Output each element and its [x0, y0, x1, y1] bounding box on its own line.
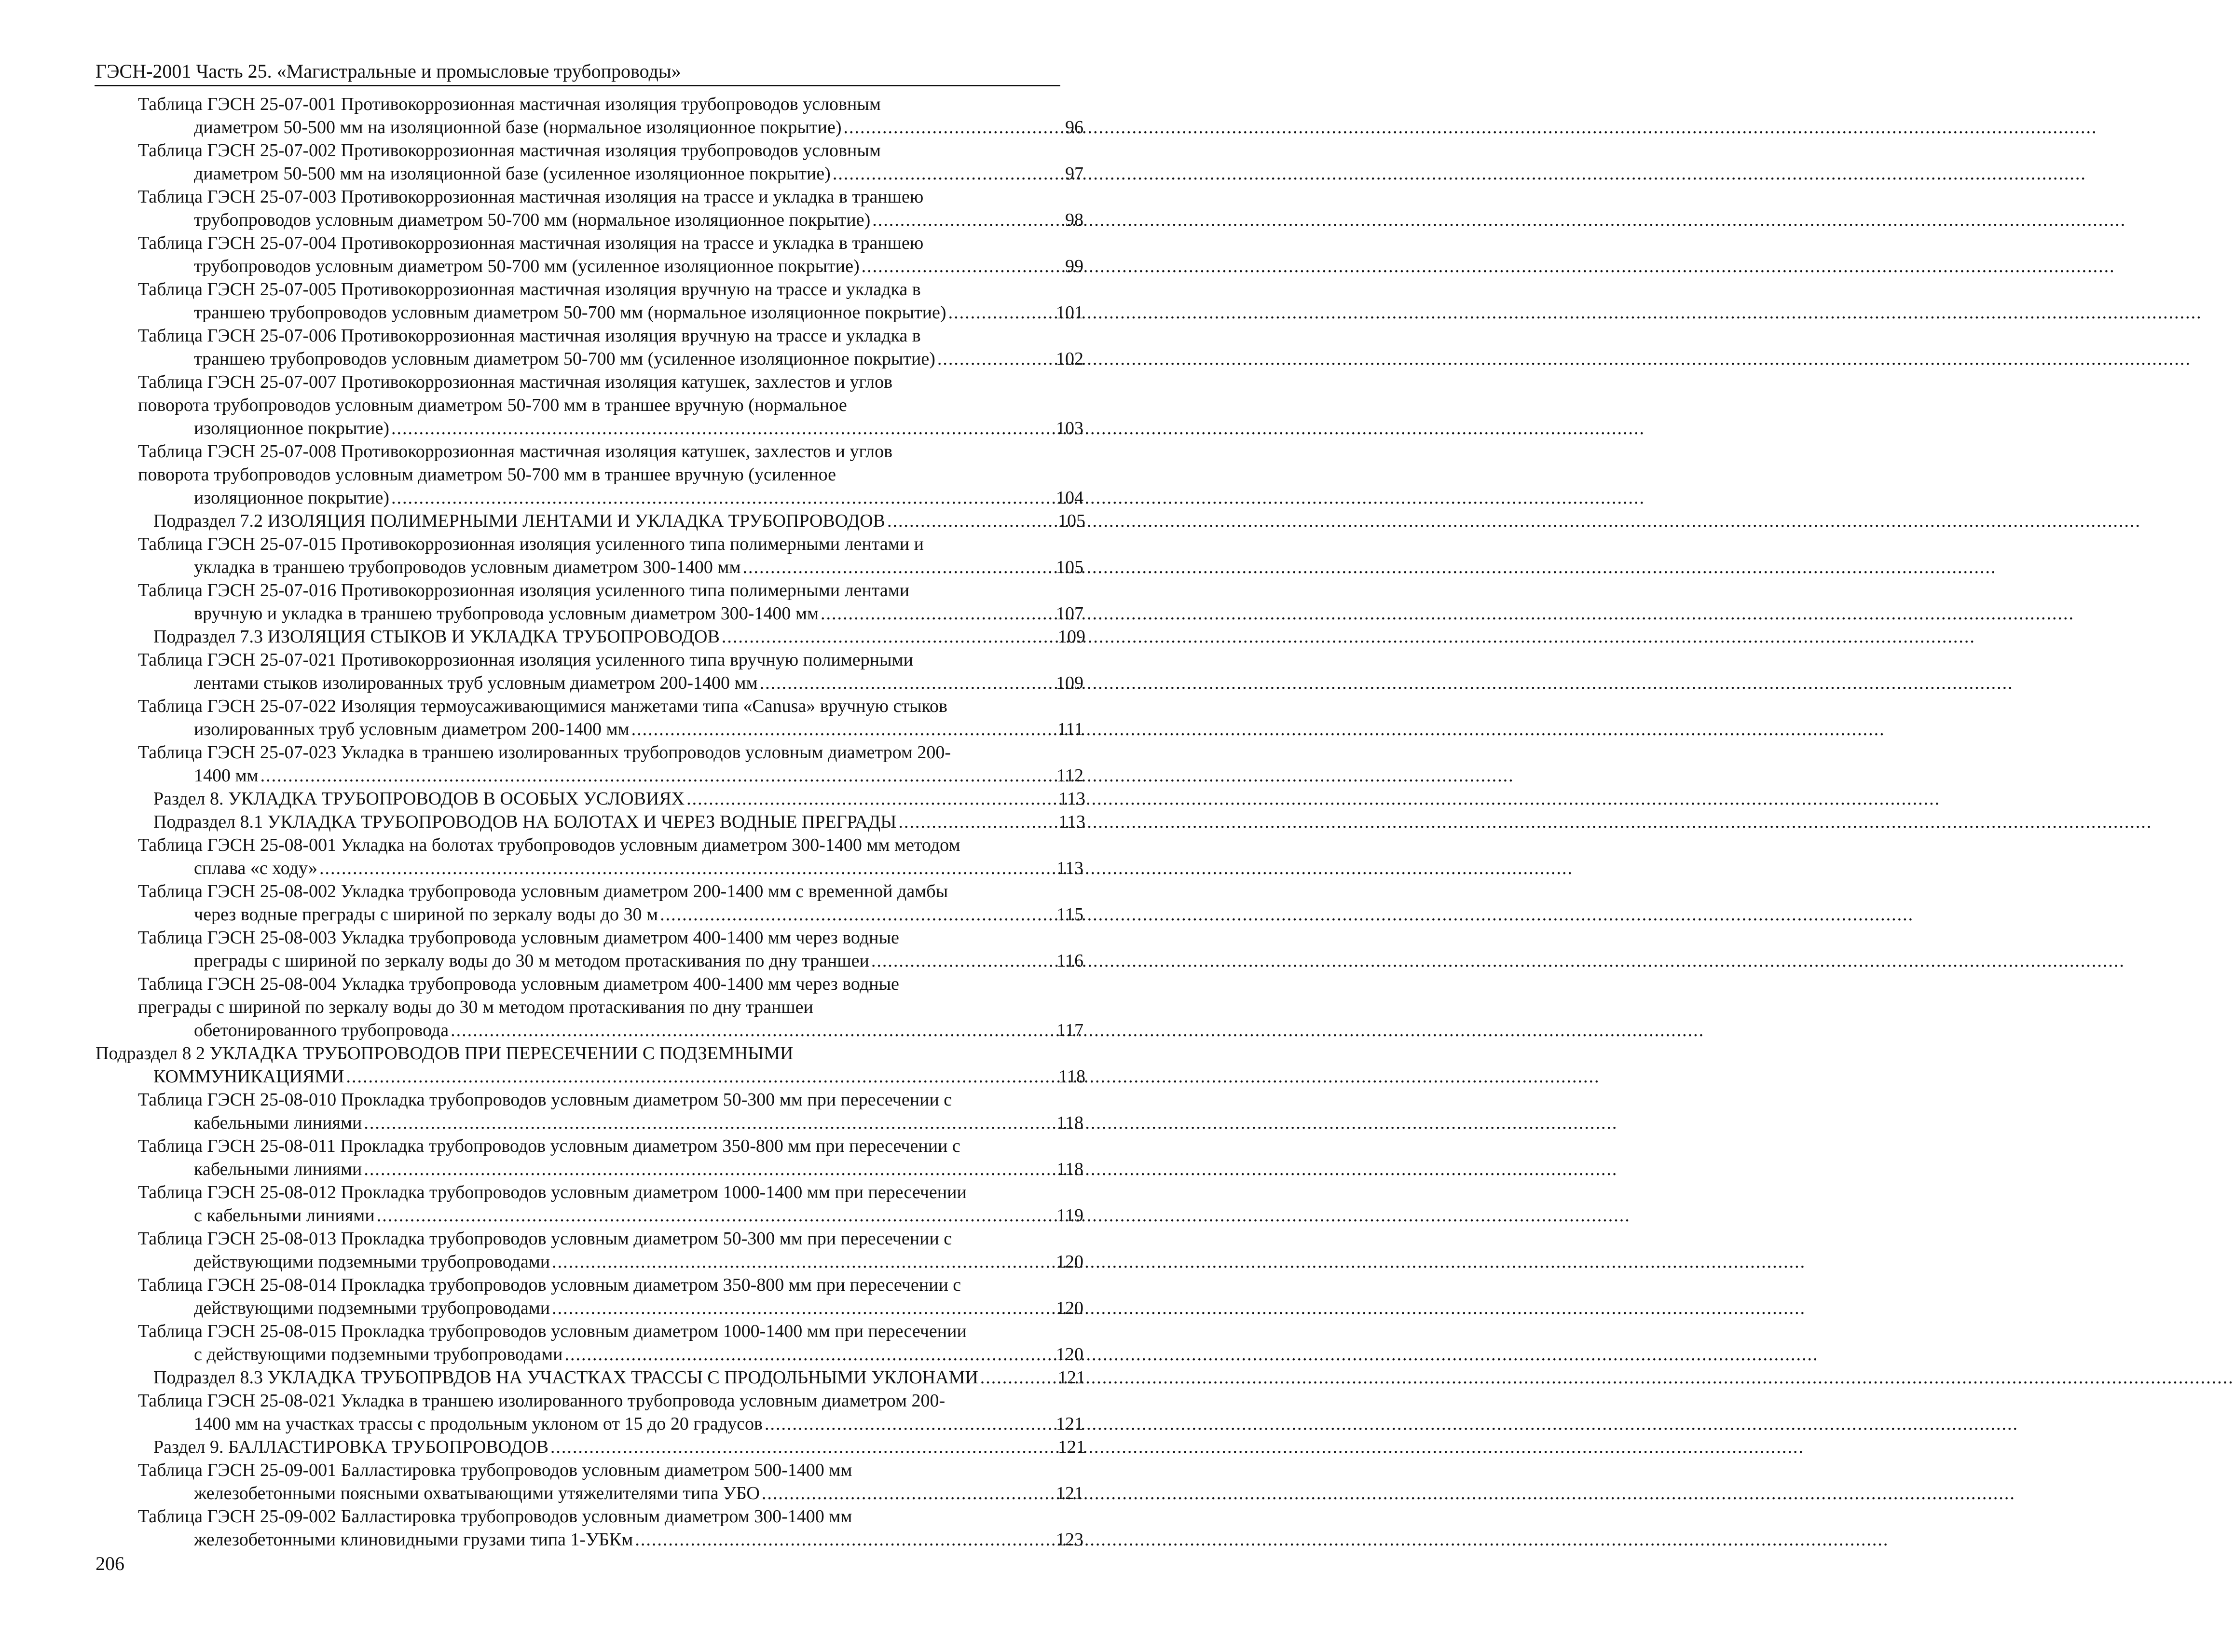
- toc-page-number: 115: [1056, 904, 1083, 925]
- toc-entry-text: Подраздел 8.1 УКЛАДКА ТРУБОПРОВОДОВ НА БОЛОТАХ И ЧЕРЕЗ ВОДНЫЕ ПРЕГРАДЫ: [153, 812, 897, 832]
- toc-entry-last-line: [153, 509, 1085, 532]
- toc-entry-text: Подраздел 7.2 ИЗОЛЯЦИЯ ПОЛИМЕРНЫМИ ЛЕНТАМИ И УКЛАДКА ТРУБОПРОВОДОВ: [153, 511, 885, 531]
- toc-entry-text: трубопроводов условным диаметром 50-700 мм (нормальное изоляционное покрытие): [194, 210, 871, 230]
- toc-entry-last-line: [153, 787, 1085, 810]
- toc-entry-text: Таблица ГЭСН 25-07-002 Противокоррозионная мастичная изоляция трубопроводов условным: [138, 140, 881, 161]
- toc-entry-text: диаметром 50-500 мм на изоляционной базе (усиленное изоляционное покрытие): [194, 164, 831, 184]
- toc-subsection-entry[interactable]: [96, 625, 1085, 648]
- toc-table-entry[interactable]: [138, 532, 1083, 579]
- toc-entry-last-line: [194, 1412, 1083, 1435]
- toc-page-number: 101: [1056, 302, 1083, 323]
- dot-leader: [762, 1482, 1054, 1505]
- toc-page-number: 103: [1056, 418, 1083, 438]
- dot-leader: [844, 116, 1063, 139]
- dot-leader: [980, 1366, 1056, 1389]
- toc-subsection-entry[interactable]: [96, 509, 1085, 532]
- dot-leader: [871, 949, 1055, 972]
- toc-page-number: 121: [1056, 1414, 1083, 1434]
- toc-entry-last-line: [194, 671, 1083, 695]
- dot-leader: [552, 1297, 1054, 1320]
- toc-entry-last-line: [153, 1435, 1085, 1459]
- toc-page-number: 105: [1058, 511, 1085, 531]
- toc-table-entry[interactable]: [138, 1227, 1083, 1273]
- toc-page-number: 99: [1065, 256, 1083, 276]
- dot-leader: [887, 509, 1056, 532]
- running-header: ГЭСН-2001 Часть 25. «Магистральные и промысловые трубопроводы»: [96, 60, 681, 82]
- toc-table-entry[interactable]: [138, 278, 1083, 324]
- dot-leader: [686, 787, 1056, 810]
- dot-leader: [821, 602, 1054, 625]
- dot-leader: [377, 1204, 1055, 1227]
- toc-entry-text: Таблица ГЭСН 25-07-001 Противокоррозионная мастичная изоляция трубопроводов условным: [138, 94, 881, 114]
- toc-entry-text: железобетонными поясными охватывающими утяжелителями типа УБО: [194, 1483, 760, 1503]
- toc-entry-last-line: [194, 347, 1083, 370]
- toc-table-entry[interactable]: [138, 324, 1083, 370]
- table-of-contents: [0, 93, 1139, 1551]
- toc-entry-last-line: [194, 602, 1083, 625]
- toc-page-number: 113: [1056, 858, 1083, 878]
- toc-entry-last-line: [194, 208, 1083, 232]
- toc-entry-last-line: [194, 1204, 1083, 1227]
- toc-page-number: 113: [1058, 789, 1085, 809]
- toc-entry-text: Таблица ГЭСН 25-08-003 Укладка трубопровода условным диаметром 400-1400 мм через водные: [138, 928, 899, 948]
- toc-entry-text: Таблица ГЭСН 25-07-008 Противокоррозионная мастичная изоляция катушек, захлестов и углов: [138, 441, 893, 462]
- toc-entry-text: Подраздел 7.3 ИЗОЛЯЦИЯ СТЫКОВ И УКЛАДКА ТРУБОПРОВОДОВ: [153, 627, 720, 647]
- toc-table-entry[interactable]: [138, 579, 1083, 625]
- toc-entry-text: 1400 мм: [194, 765, 259, 786]
- toc-entry-last-line: [194, 949, 1083, 972]
- toc-entry-text: КОММУНИКАЦИЯМИ: [153, 1066, 344, 1087]
- toc-entry-text: Таблица ГЭСН 25-08-010 Прокладка трубопроводов условным диаметром 50-300 мм при пересечении с: [138, 1090, 952, 1110]
- toc-entry-text: траншею трубопроводов условным диаметром 50-700 мм (усиленное изоляционное покрытие): [194, 349, 935, 369]
- toc-entry-last-line: [194, 486, 1083, 509]
- toc-table-entry[interactable]: [138, 1505, 1083, 1551]
- dot-leader: [635, 1528, 1054, 1551]
- toc-entry-text: изоляционное покрытие): [194, 488, 390, 508]
- toc-page-number: 102: [1056, 349, 1083, 369]
- toc-entry-last-line: [194, 162, 1083, 185]
- toc-entry-text: Таблица ГЭСН 25-08-002 Укладка трубопровода условным диаметром 200-1400 мм с временной дамбы: [138, 881, 948, 901]
- toc-table-entry[interactable]: [138, 232, 1083, 278]
- toc-page-number: 120: [1056, 1298, 1083, 1318]
- dot-leader: [631, 718, 1055, 741]
- toc-page-number: 121: [1058, 1367, 1085, 1388]
- toc-page-number: 109: [1056, 673, 1083, 693]
- toc-entry-text: Таблица ГЭСН 25-08-011 Прокладка трубопроводов условным диаметром 350-800 мм при пересечении с: [138, 1136, 960, 1156]
- toc-entry-last-line: [194, 301, 1083, 324]
- dot-leader: [550, 1435, 1056, 1459]
- toc-entry-text: обетонированного трубопровода: [194, 1020, 449, 1040]
- toc-entry-text: диаметром 50-500 мм на изоляционной базе (нормальное изоляционное покрытие): [194, 117, 842, 137]
- toc-entry-text: Таблица ГЭСН 25-07-023 Укладка в траншею изолированных трубопроводов условным диаметром 200-: [138, 742, 951, 763]
- toc-entry-last-line: [194, 556, 1083, 579]
- dot-leader: [346, 1065, 1056, 1088]
- toc-entry-text: Таблица ГЭСН 25-07-003 Противокоррозионная мастичная изоляция на трассе и укладка в траншею: [138, 187, 924, 207]
- toc-page-number: 109: [1058, 627, 1085, 647]
- toc-page-number: 116: [1056, 951, 1083, 971]
- toc-entry-text: через водные преграды с шириной по зеркалу воды до 30 м: [194, 904, 658, 925]
- toc-subsection-entry[interactable]: [96, 810, 1085, 833]
- toc-entry-last-line: [194, 1019, 1083, 1042]
- toc-table-entry[interactable]: [138, 926, 1083, 972]
- toc-entry-last-line: [194, 417, 1083, 440]
- toc-entry-text: Раздел 8. УКЛАДКА ТРУБОПРОВОДОВ В ОСОБЫХ УСЛОВИЯХ: [153, 789, 685, 809]
- toc-subsection-entry[interactable]: [96, 1042, 1085, 1088]
- toc-entry-text: Таблица ГЭСН 25-08-001 Укладка на болотах трубопроводов условным диаметром 300-1400 мм методом: [138, 835, 960, 855]
- dot-leader: [391, 486, 1054, 509]
- toc-entry-text: кабельными линиями: [194, 1113, 362, 1133]
- toc-table-entry[interactable]: [138, 440, 1083, 509]
- toc-entry-text: Таблица ГЭСН 25-07-005 Противокоррозионная мастичная изоляция вручную на трассе и укладка в: [138, 279, 921, 300]
- toc-page-number: 113: [1058, 812, 1085, 832]
- toc-page-number: 97: [1065, 164, 1083, 184]
- toc-entry-last-line: [194, 1250, 1083, 1273]
- toc-table-entry[interactable]: [138, 1459, 1083, 1505]
- toc-entry-last-line: [153, 810, 1085, 833]
- toc-entry-last-line: [153, 1366, 1085, 1389]
- toc-page-number: 118: [1058, 1066, 1085, 1087]
- dot-leader: [722, 625, 1056, 648]
- toc-page-number: 96: [1065, 117, 1083, 137]
- dot-leader: [260, 764, 1055, 787]
- toc-page-number: 112: [1056, 765, 1083, 786]
- toc-entry-text: траншею трубопроводов условным диаметром 50-700 мм (нормальное изоляционное покрытие): [194, 302, 946, 323]
- toc-entry-last-line: [153, 625, 1085, 648]
- toc-entry-text: с кабельными линиями: [194, 1205, 375, 1226]
- toc-entry-text: Таблица ГЭСН 25-07-015 Противокоррозионная изоляция усиленного типа полимерными лентами и: [138, 534, 924, 554]
- toc-entry-text: Таблица ГЭСН 25-08-014 Прокладка трубопроводов условным диаметром 350-800 мм при пересечении с: [138, 1275, 961, 1295]
- toc-table-entry[interactable]: [138, 880, 1083, 926]
- toc-table-entry[interactable]: [138, 833, 1083, 880]
- toc-entry-text: изоляционное покрытие): [194, 418, 390, 438]
- toc-page-number: 105: [1056, 557, 1083, 577]
- dot-leader: [660, 903, 1055, 926]
- toc-page-number: 120: [1056, 1344, 1083, 1365]
- toc-entry-last-line: [153, 1065, 1085, 1088]
- toc-page-number: 104: [1056, 488, 1083, 508]
- dot-leader: [552, 1250, 1054, 1273]
- toc-entry-text: действующими подземными трубопроводами: [194, 1298, 550, 1318]
- toc-entry-last-line: [194, 903, 1083, 926]
- toc-entry-text: Таблица ГЭСН 25-09-001 Балластировка трубопроводов условным диаметром 500-1400 мм: [138, 1460, 852, 1480]
- toc-entry-text: Таблица ГЭСН 25-08-015 Прокладка трубопроводов условным диаметром 1000-1400 мм при пересечении: [138, 1321, 967, 1341]
- toc-entry-text: поворота трубопроводов условным диаметром 50-700 мм в траншее вручную (усиленное: [138, 464, 836, 485]
- toc-table-entry[interactable]: [138, 972, 1083, 1042]
- toc-entry-last-line: [194, 116, 1083, 139]
- toc-entry-last-line: [194, 1528, 1083, 1551]
- toc-table-entry[interactable]: [138, 93, 1083, 139]
- toc-entry-text: Таблица ГЭСН 25-07-016 Противокоррозионная изоляция усиленного типа полимерными лентами: [138, 580, 910, 601]
- toc-entry-last-line: [194, 1482, 1083, 1505]
- toc-entry-text: вручную и укладка в траншею трубопровода условным диаметром 300-1400 мм: [194, 603, 819, 624]
- toc-entry-text: Таблица ГЭСН 25-08-004 Укладка трубопровода условным диаметром 400-1400 мм через водные: [138, 974, 899, 994]
- toc-entry-text: кабельными линиями: [194, 1159, 362, 1179]
- dot-leader: [760, 671, 1054, 695]
- dot-leader: [833, 162, 1063, 185]
- toc-entry-text: Таблица ГЭСН 25-07-022 Изоляция термоусаживающимися манжетами типа «Canusa» вручную стыков: [138, 696, 947, 716]
- toc-table-entry[interactable]: [138, 1389, 1083, 1435]
- toc-entry-last-line: [194, 1343, 1083, 1366]
- toc-entry-last-line: [194, 255, 1083, 278]
- dot-leader: [948, 301, 1054, 324]
- toc-section-entry[interactable]: [96, 1435, 1085, 1459]
- toc-page-number: 121: [1058, 1437, 1085, 1457]
- toc-entry-text: изолированных труб условным диаметром 200-1400 мм: [194, 719, 630, 739]
- toc-entry-text: железобетонными клиновидными грузами типа 1-УБКм: [194, 1529, 633, 1550]
- dot-leader: [319, 857, 1055, 880]
- toc-entry-text: преграды с шириной по зеркалу воды до 30 м методом протаскивания по дну траншеи: [194, 951, 869, 971]
- toc-entry-last-line: [194, 857, 1083, 880]
- dot-leader: [565, 1343, 1054, 1366]
- toc-entry-text: с действующими подземными трубопроводами: [194, 1344, 563, 1365]
- toc-entry-text: Раздел 9. БАЛЛАСТИРОВКА ТРУБОПРОВОДОВ: [153, 1437, 548, 1457]
- toc-page-number: 118: [1056, 1113, 1083, 1133]
- toc-table-entry[interactable]: [138, 1273, 1083, 1320]
- toc-table-entry[interactable]: [138, 1181, 1083, 1227]
- toc-entry-text: действующими подземными трубопроводами: [194, 1252, 550, 1272]
- dot-leader: [391, 417, 1054, 440]
- toc-page-number: 120: [1056, 1252, 1083, 1272]
- toc-section-entry[interactable]: [96, 787, 1085, 810]
- toc-page-number: 111: [1057, 719, 1083, 739]
- toc-table-entry[interactable]: [138, 1134, 1083, 1181]
- toc-entry-last-line: [194, 1297, 1083, 1320]
- dot-leader: [898, 810, 1056, 833]
- toc-page-number: 121: [1056, 1483, 1083, 1503]
- toc-table-entry[interactable]: [138, 370, 1083, 440]
- toc-table-entry[interactable]: [138, 1320, 1083, 1366]
- toc-entry-text: преграды с шириной по зеркалу воды до 30 м методом протаскивания по дну траншеи: [138, 997, 813, 1017]
- toc-entry-text: укладка в траншею трубопроводов условным диаметром 300-1400 мм: [194, 557, 741, 577]
- toc-entry-text: Таблица ГЭСН 25-07-021 Противокоррозионная изоляция усиленного типа вручную полимерными: [138, 650, 913, 670]
- toc-entry-text: сплава «с ходу»: [194, 858, 317, 878]
- toc-table-entry[interactable]: [138, 741, 1083, 787]
- dot-leader: [765, 1412, 1054, 1435]
- dot-leader: [862, 255, 1063, 278]
- dot-leader: [451, 1019, 1055, 1042]
- dot-leader: [743, 556, 1055, 579]
- toc-entry-last-line: [194, 764, 1083, 787]
- toc-table-entry[interactable]: [138, 1088, 1083, 1134]
- toc-table-entry[interactable]: [138, 648, 1083, 695]
- toc-entry-text: Таблица ГЭСН 25-07-004 Противокоррозионная мастичная изоляция на трассе и укладка в траншею: [138, 233, 924, 253]
- toc-table-entry[interactable]: [138, 139, 1083, 185]
- toc-entry-text: Таблица ГЭСН 25-08-013 Прокладка трубопроводов условным диаметром 50-300 мм при пересечении с: [138, 1229, 952, 1249]
- toc-entry-text: 1400 мм на участках трассы с продольным уклоном от 15 до 20 градусов: [194, 1414, 763, 1434]
- toc-entry-text: Подраздел 8.3 УКЛАДКА ТРУБОПРВДОВ НА УЧАСТКАХ ТРАССЫ С ПРОДОЛЬНЫМИ УКЛОНАМИ: [153, 1367, 978, 1388]
- toc-entry-text: Таблица ГЭСН 25-08-021 Укладка в траншею изолированного трубопровода условным диаметром 200-: [138, 1391, 946, 1411]
- toc-page-number: 118: [1056, 1159, 1083, 1179]
- toc-page-number: 119: [1056, 1205, 1083, 1226]
- toc-page-number: 98: [1065, 210, 1083, 230]
- toc-entry-text: Таблица ГЭСН 25-07-006 Противокоррозионная мастичная изоляция вручную на трассе и укладка в: [138, 326, 921, 346]
- header-rule: [95, 85, 1060, 86]
- dot-leader: [364, 1111, 1055, 1134]
- toc-table-entry[interactable]: [138, 695, 1083, 741]
- toc-entry-last-line: [194, 1158, 1083, 1181]
- toc-entry-last-line: [194, 1111, 1083, 1134]
- toc-entry-text: Таблица ГЭСН 25-09-002 Балластировка трубопроводов условным диаметром 300-1400 мм: [138, 1506, 852, 1527]
- toc-entry-text: поворота трубопроводов условным диаметром 50-700 мм в траншее вручную (нормальное: [138, 395, 847, 415]
- dot-leader: [937, 347, 1054, 370]
- toc-entry-text: Таблица ГЭСН 25-08-012 Прокладка трубопроводов условным диаметром 1000-1400 мм при пересечении: [138, 1182, 967, 1202]
- toc-entry-last-line: [194, 718, 1083, 741]
- toc-page-number: 117: [1056, 1020, 1083, 1040]
- dot-leader: [364, 1158, 1055, 1181]
- toc-subsection-entry[interactable]: [96, 1366, 1085, 1389]
- toc-table-entry[interactable]: [138, 185, 1083, 232]
- toc-entry-text: Подраздел 8 2 УКЛАДКА ТРУБОПРОВОДОВ ПРИ ПЕРЕСЕЧЕНИИ С ПОДЗЕМНЫМИ: [96, 1043, 794, 1064]
- toc-entry-text: лентами стыков изолированных труб условным диаметром 200-1400 мм: [194, 673, 758, 693]
- dot-leader: [872, 208, 1063, 232]
- page-number: 206: [96, 1553, 124, 1574]
- toc-page-number: 107: [1056, 603, 1083, 624]
- toc-entry-text: Таблица ГЭСН 25-07-007 Противокоррозионная мастичная изоляция катушек, захлестов и углов: [138, 372, 893, 392]
- toc-page-number: 123: [1056, 1529, 1083, 1550]
- toc-entry-text: трубопроводов условным диаметром 50-700 мм (усиленное изоляционное покрытие): [194, 256, 860, 276]
